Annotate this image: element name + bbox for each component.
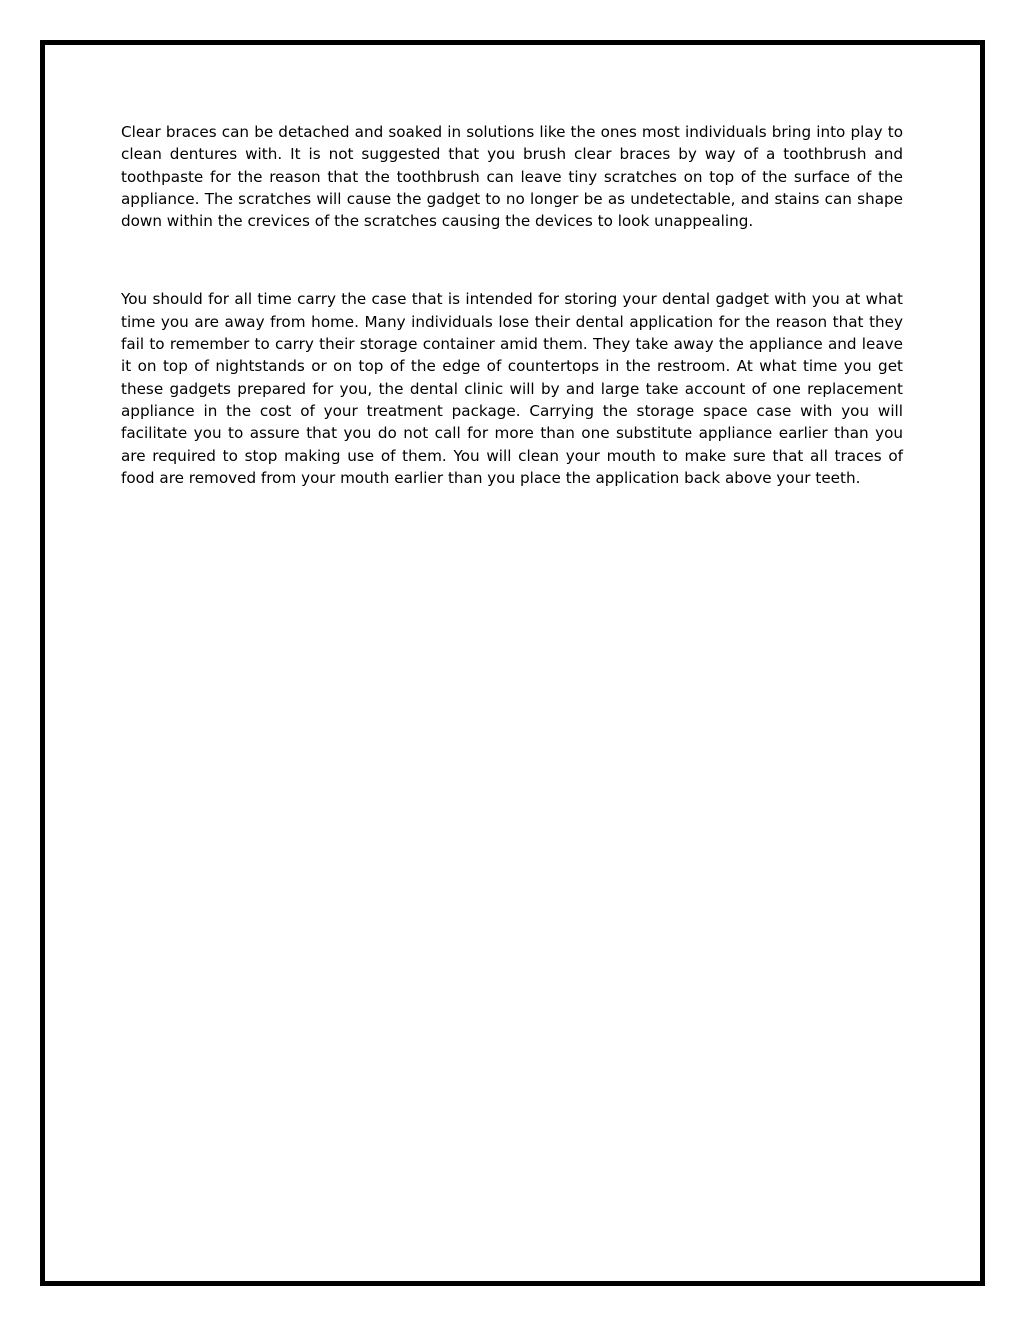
document-body xyxy=(121,121,903,489)
page-frame xyxy=(40,40,985,1286)
paragraph-clear-braces-cleaning: Clear braces can be detached and soaked in solutions like the ones most individuals bring into play to clean dentures with. It is not suggested that you brush clear braces by way of a toothbrush and toothpaste for the reason that the toothbrush can leave tiny scratches on top of the surface of the appliance. The scratches will cause the gadget to no longer be as undetectable, and stains can shape down within the crevices of the scratches causing the devices to look unappealing. xyxy=(121,123,903,231)
paragraph-storage-case: You should for all time carry the case that is intended for storing your dental gadget with you at what time you are away from home. Many individuals lose their dental application for the reason that they fail to remember to carry their storage container amid them. They take away the appliance and leave it on top of nightstands or on top of the edge of countertops in the restroom. At what time you get these gadgets prepared for you, the dental clinic will by and large take account of one replacement appliance in the cost of your treatment package. Carrying the storage space case with you will facilitate you to assure that you do not call for more than one substitute appliance earlier than you are required to stop making use of them. You will clean your mouth to make sure that all traces of food are removed from your mouth earlier than you place the application back above your teeth. xyxy=(121,290,903,487)
